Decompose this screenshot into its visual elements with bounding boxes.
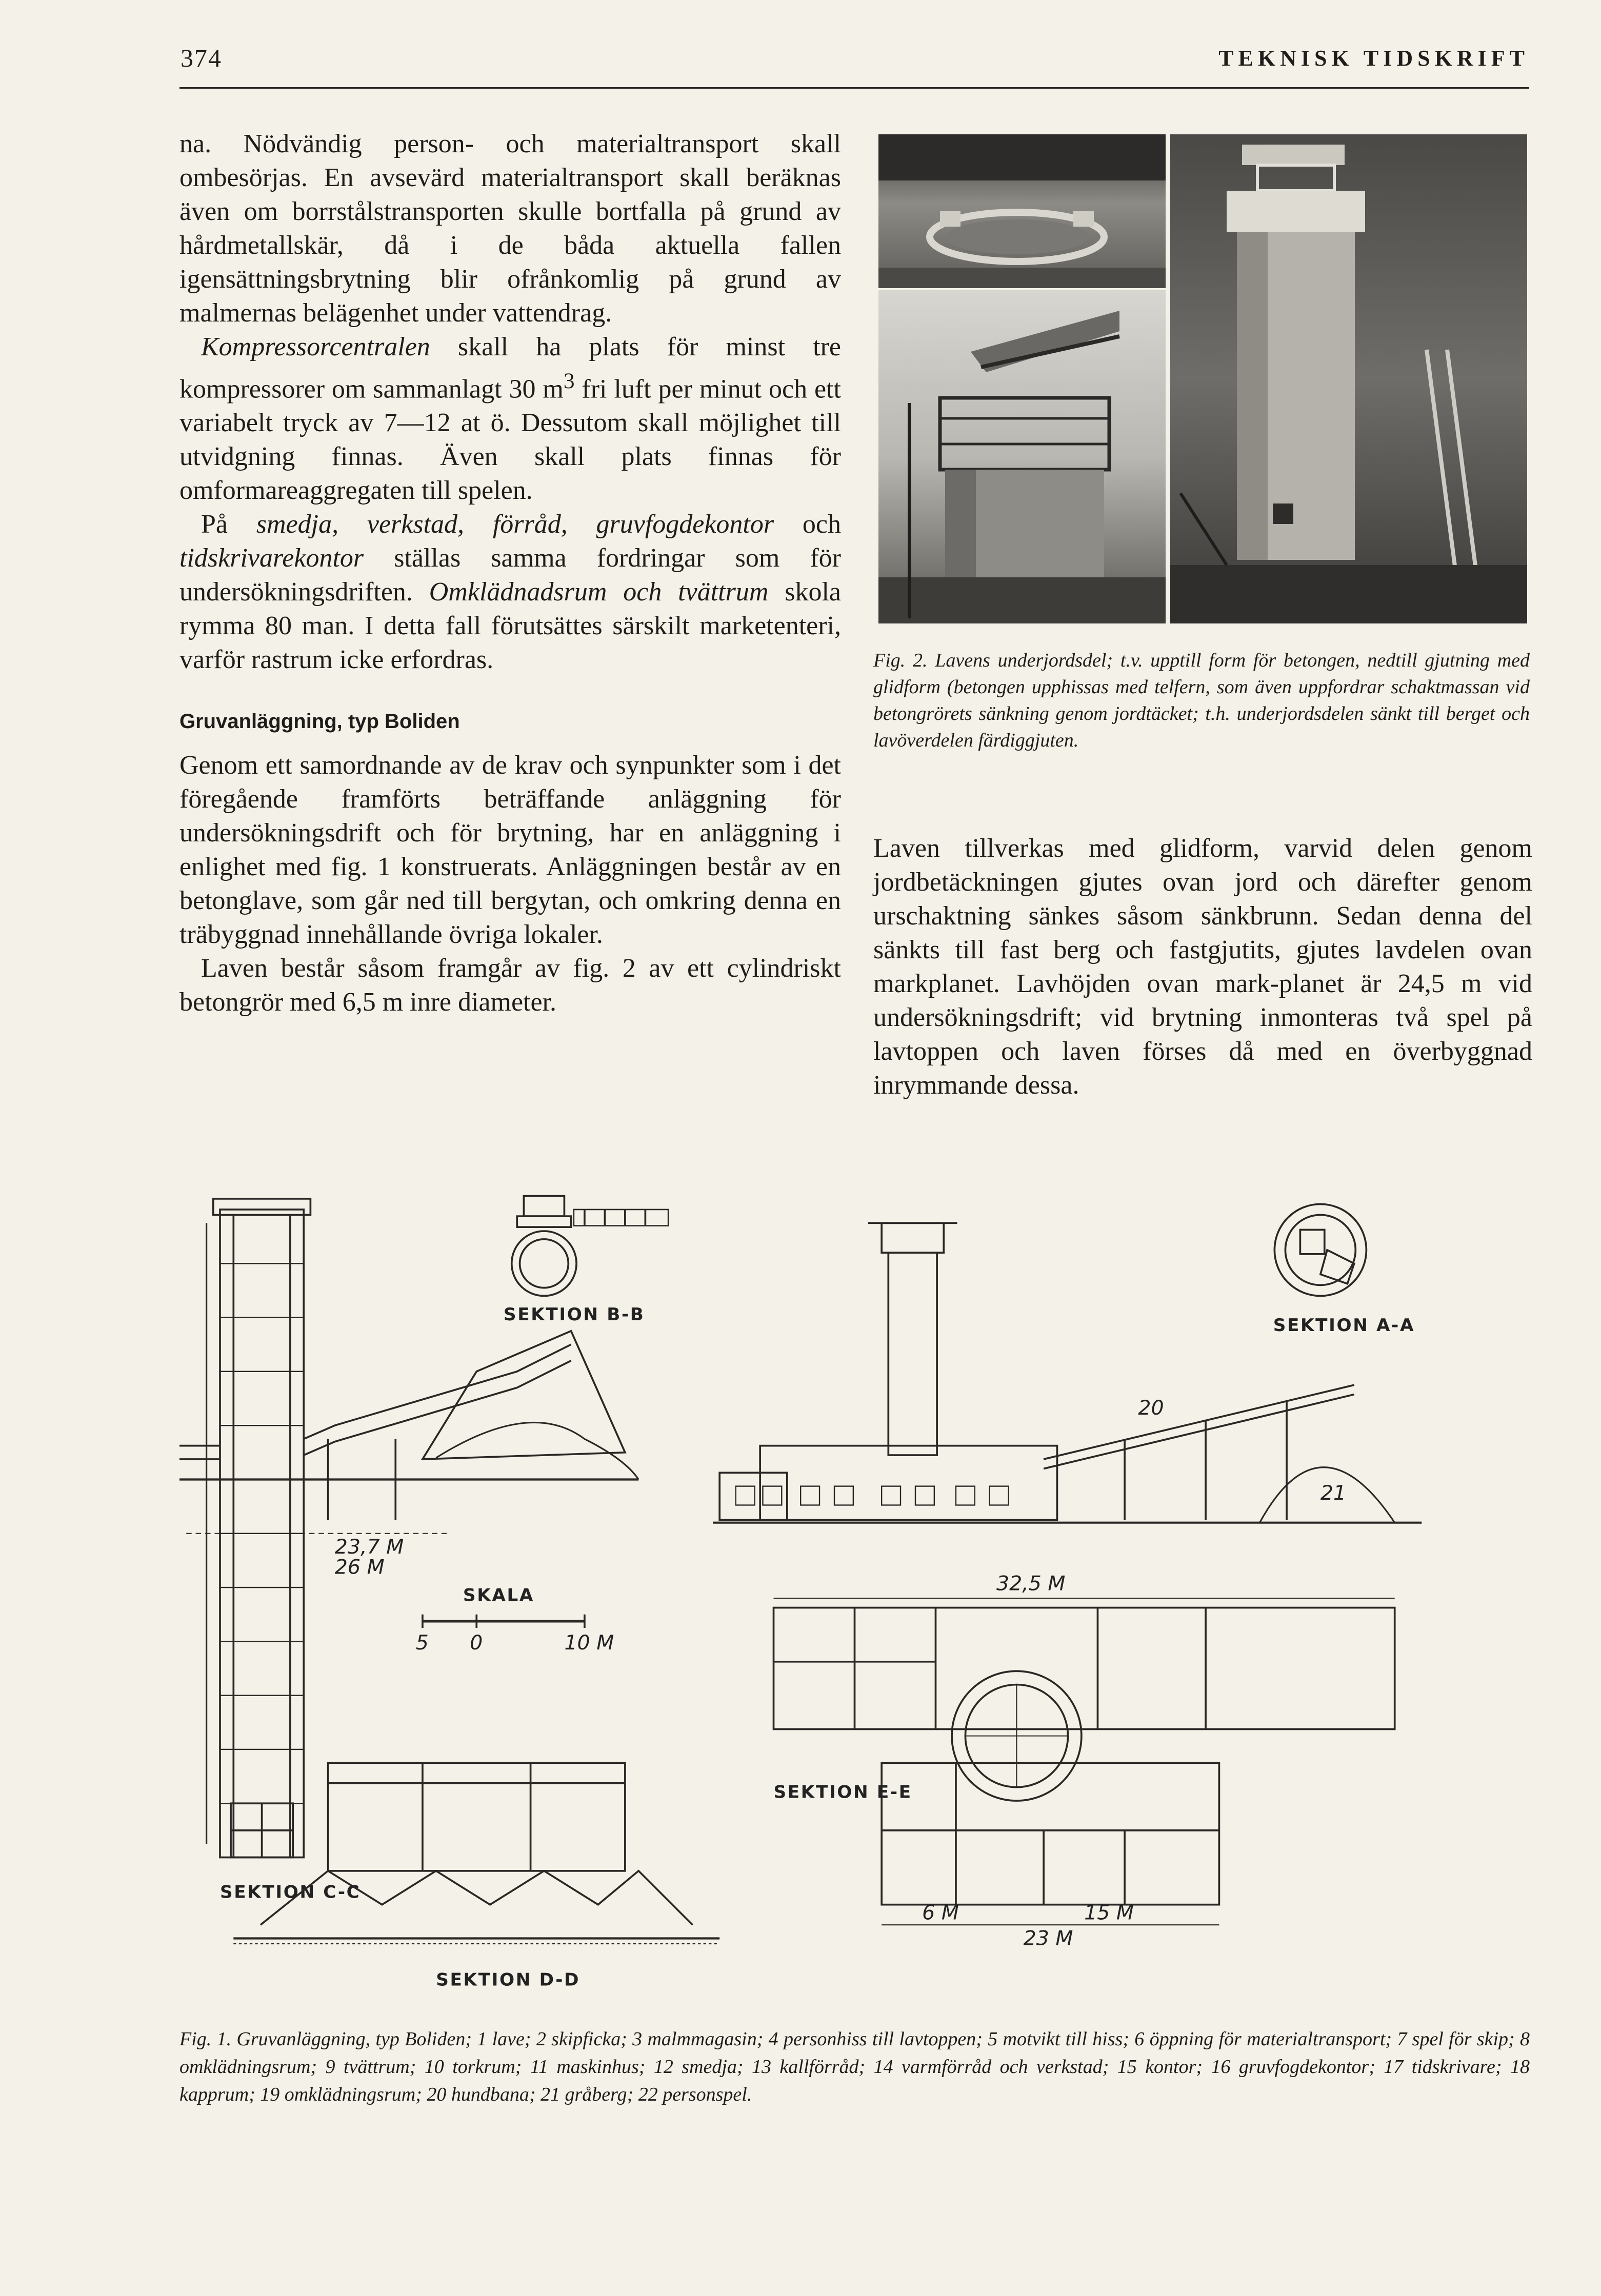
dim-23: 23 M [1023, 1926, 1073, 1950]
section-ee-drawing [774, 1572, 1395, 1950]
label-20: 20 [1138, 1396, 1164, 1420]
paragraph [179, 508, 841, 677]
text-run: och [774, 510, 841, 539]
paragraph: na. Nödvändig person- och materialtransport skall ombesörjas. En avsevärd materialtransport skall beräknas även om borrstålstransporten skulle bortfalla på grund av hårdmetallskär, då i de båda aktuella fallen igensättningsbrytning blir ofrånkomlig på grund av malmernas belägenhet under vattendrag. [179, 129, 841, 328]
fig1-caption: Fig. 1. Gruvanläggning, typ Boliden; 1 lave; 2 skipficka; 3 malmmagasin; 4 personhiss till lavtoppen; 5 motvikt till hiss; 6 öppning för materialtransport; 7 spel för skip; 8 omklädningsrum; 9 tvättrum; 10 torkrum; 11 maskinhus; 12 smedja; 13 kallförråd; 14 varmförråd och verkstad; 15 kontor; 16 gruvfogdekontor; 17 tidskrivare; 18 kapprum; 19 omklädningsrum; 20 hundbana; 21 gråberg; 22 personspel. [179, 2028, 1530, 2105]
photo-form-top [878, 134, 1166, 288]
dim-15: 15 M [1084, 1901, 1134, 1925]
paragraph: Laven tillverkas med glidform, varvid delen genom jordbetäckningen gjutes ovan jord och därefter genom urschaktning sänkes såsom sänkbrunn. Sedan denna del sänkts till fast berg och fastgjutits, gjutes lavdelen ovan markplanet. Lavhöjden ovan mark-planet är 24,5 m vid undersökningsdrift; vid brytning inmonteras två spel på lavtoppen och laven förses då med en överbyggnad inrymmande dessa. [873, 834, 1532, 1100]
scale-5: 5 [415, 1631, 429, 1655]
label-skala: SKALA [463, 1585, 535, 1606]
scale-10: 10 M [564, 1631, 614, 1655]
dim-237: 23,7 M [334, 1535, 404, 1559]
page-header [0, 0, 1601, 92]
label-sektion-dd: SEKTION D-D [436, 1969, 581, 1990]
header-rule [179, 87, 1529, 89]
emphasis: Kompressorcentralen [201, 332, 430, 361]
text-run: På [201, 510, 256, 539]
dim-6: 6 M [922, 1901, 959, 1925]
label-sektion-ee: SEKTION E-E [773, 1782, 912, 1803]
elevation-drawing [713, 1223, 1422, 1522]
left-column [179, 127, 841, 1019]
text-run: ställas samma fordringar som för undersökningsdriften. [179, 543, 841, 607]
fig1-drawings [179, 1169, 1530, 2010]
scale-bar [416, 1585, 614, 1655]
paragraph: Genom ett samordnande av de krav och synpunkter som i det föregående framförts beträffande anläggning för undersökningsdrift och för brytning, har en anläggning i enlighet med fig. 1 konstruerats. Anläggningen består av en betonglave, som går ned till bergytan, och omkring denna en träbyggnad innehållande övriga lokaler. [179, 751, 841, 950]
section-aa-drawing [1273, 1204, 1415, 1335]
fig2-caption: Fig. 2. Lavens underjordsdel; t.v. upptill form för betongen, nedtill gjutning med glidform (betongen upphissas med telfern, som även uppfordrar schaktmassan vid betongrörets sänkning genom jordtäcket; t.h. underjordsdelen sänkt till berget och lavöverdelen färdiggjuten. [873, 650, 1530, 751]
label-sektion-cc: SEKTION C-C [219, 1882, 361, 1903]
label-21: 21 [1320, 1481, 1347, 1505]
emphasis: smedja, verkstad, förråd, gruvfogdekontor [256, 510, 774, 539]
section-bb-drawing [504, 1196, 668, 1325]
superscript: 3 [563, 369, 575, 393]
section-dd-drawing [233, 1763, 719, 1990]
label-sektion-bb: SEKTION B-B [503, 1304, 645, 1325]
section-heading: Gruvanläggning, typ Boliden [179, 710, 460, 733]
label-sektion-aa: SEKTION A-A [1273, 1315, 1415, 1336]
paragraph [179, 330, 841, 508]
paragraph: Laven består såsom framgår av fig. 2 av ett cylindriskt betongrör med 6,5 m inre diameter. [179, 954, 841, 1017]
text-run: skall ha plats för minst tre kompressorer om sammanlagt 30 m [179, 332, 841, 404]
dim-32: 32,5 M [996, 1572, 1066, 1596]
text-run: skola rymma 80 man. I detta fall förutsättes särskilt marketenteri, varför rastrum icke erfordras. [179, 577, 841, 675]
journal-title: TEKNISK TIDSKRIFT [1218, 46, 1529, 71]
emphasis: Omklädnadsrum och tvättrum [429, 577, 769, 607]
scale-0: 0 [470, 1631, 483, 1655]
dim-26: 26 M [334, 1555, 385, 1579]
photo-completed-headframe [1170, 134, 1527, 623]
emphasis: tidskrivarekontor [179, 543, 364, 573]
text-run: fri luft per minut och ett variabelt tryck av 7—12 at ö. Dessutom skall möjlighet till utvidgning finnas. Även skall plats finnas för omformareaggregaten till spelen. [179, 374, 841, 506]
photo-slipform-casting [878, 290, 1166, 623]
page-number: 374 [181, 44, 222, 72]
right-column [873, 832, 1532, 1102]
